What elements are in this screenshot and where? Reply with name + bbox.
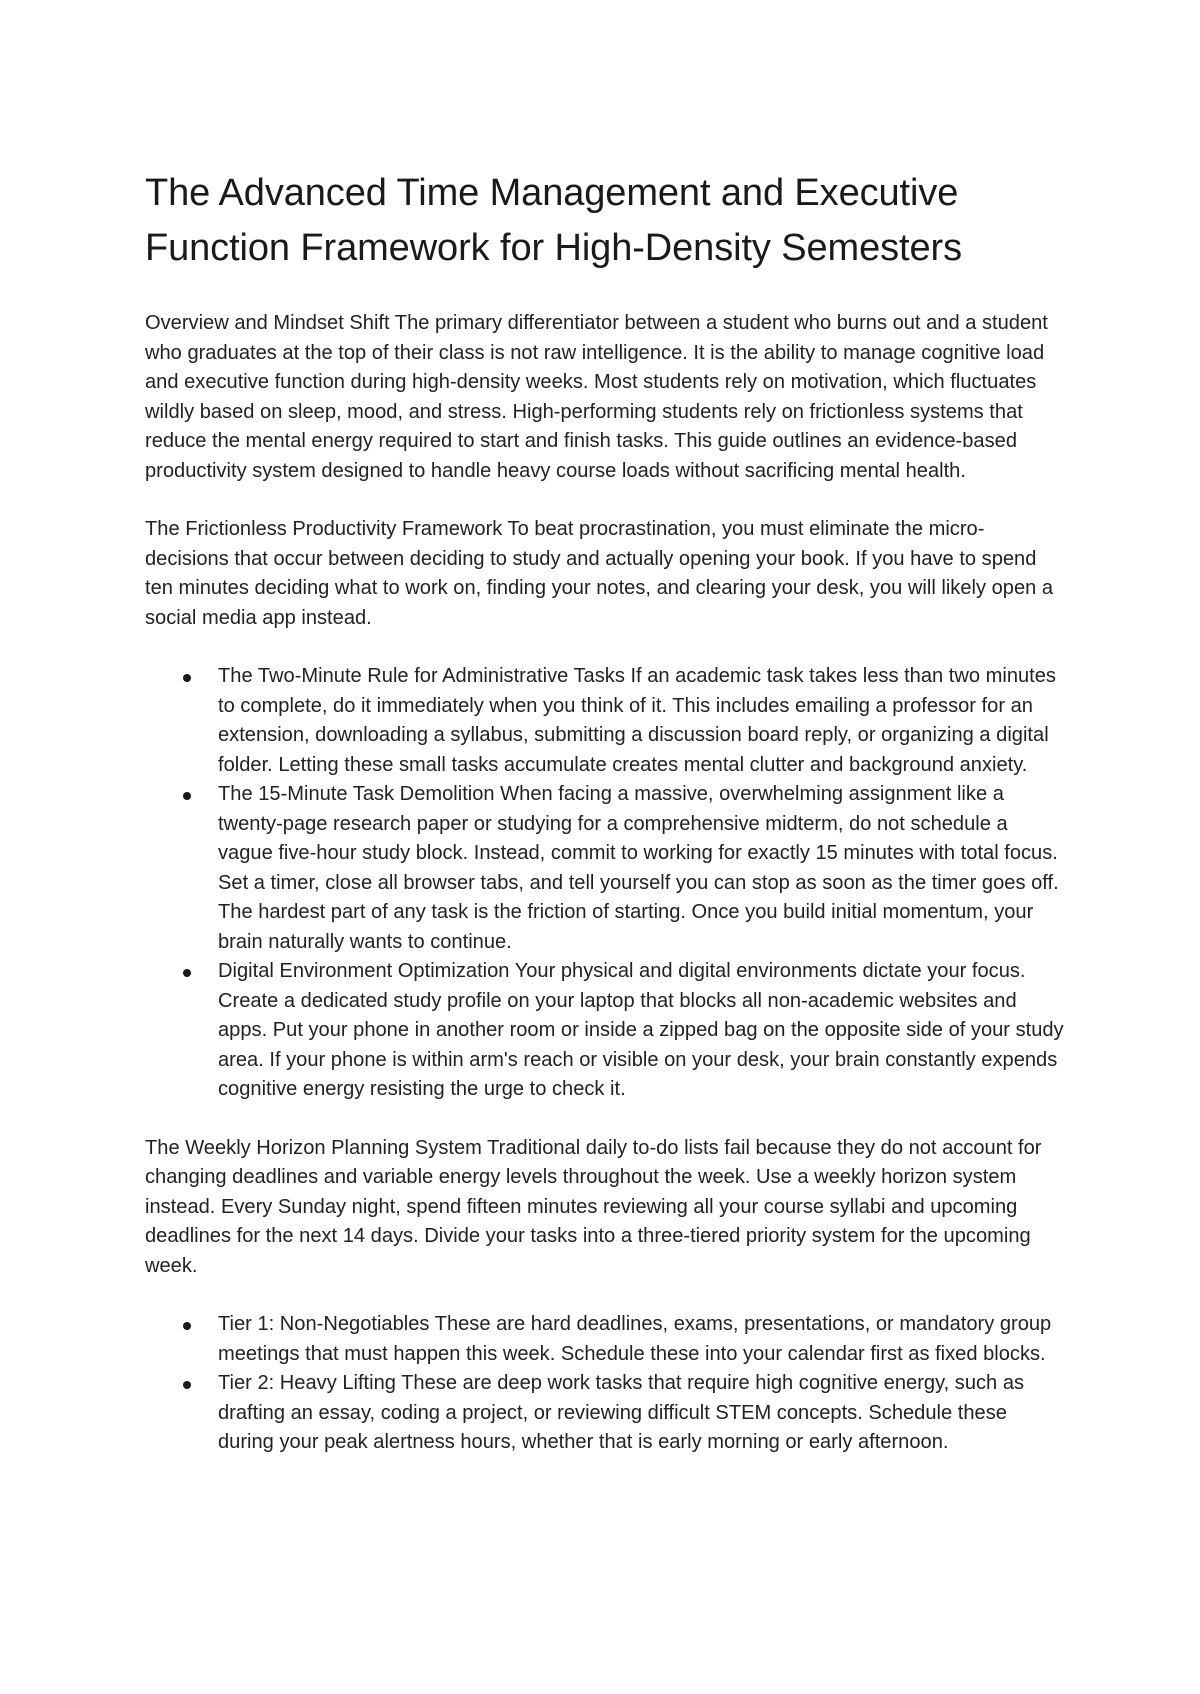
- list-item-text: The 15-Minute Task Demolition When facing a massive, overwhelming assignment like a twenty-page research paper or studying for a comprehensive midterm, do not schedule a vague five-hour study block. Instead, commit to working for exactly 15 minutes with total focus. Set a timer, close all browser tabs, and tell yourself you can stop as soon as the timer goes off. The hardest part of any task is the friction of starting. Once you build initial momentum, your brain naturally wants to continue.: [218, 783, 1059, 953]
- paragraph-frictionless: The Frictionless Productivity Framework To beat procrastination, you must eliminate the micro-decisions that occur between deciding to study and actually opening your book. If you have to spend ten minutes deciding what to work on, finding your notes, and clearing your desk, you will likely open a social media app instead.: [145, 518, 1054, 629]
- bullet-icon: [183, 969, 191, 977]
- list-item-text: The Two-Minute Rule for Administrative Tasks If an academic task takes less than two minutes to complete, do it immediately when you think of it. This includes emailing a professor for an extension, downloading a syllabus, submitting a discussion board reply, or organizing a digital folder. Letting these small tasks accumulate creates mental clutter and background anxiety.: [218, 665, 1056, 776]
- list-item: [145, 1369, 1065, 1458]
- list-item: [145, 780, 1065, 957]
- tier-list: [145, 1310, 1065, 1458]
- bullet-icon: [183, 792, 191, 800]
- list-item: [145, 957, 1065, 1105]
- document-title: The Advanced Time Management and Executive Function Framework for High-Density Semesters: [145, 172, 962, 269]
- document-body: [145, 166, 1065, 1458]
- bullet-icon: [183, 674, 191, 682]
- list-item: [145, 662, 1065, 780]
- list-item-text: Tier 1: Non-Negotiables These are hard deadlines, exams, presentations, or mandatory group meetings that must happen this week. Schedule these into your calendar first as fixed blocks.: [218, 1313, 1052, 1365]
- frictionless-list: [145, 662, 1065, 1105]
- list-item-text: Digital Environment Optimization Your physical and digital environments dictate your focus. Create a dedicated study profile on your laptop that blocks all non-academic websites and apps. Put your phone in another room or inside a zipped bag on the opposite side of your study area. If your phone is within arm's reach or visible on your desk, your brain constantly expends cognitive energy resisting the urge to check it.: [218, 960, 1064, 1100]
- list-item: [145, 1310, 1065, 1369]
- bullet-icon: [183, 1381, 191, 1389]
- list-item-text: Tier 2: Heavy Lifting These are deep work tasks that require high cognitive energy, such as drafting an essay, coding a project, or reviewing difficult STEM concepts. Schedule these during your peak alertness hours, whether that is early morning or early afternoon.: [218, 1372, 1025, 1453]
- bullet-icon: [183, 1322, 191, 1330]
- paragraph-weekly-horizon: The Weekly Horizon Planning System Traditional daily to-do lists fail because they do not account for changing deadlines and variable energy levels throughout the week. Use a weekly horizon system instead. Every Sunday night, spend fifteen minutes reviewing all your course syllabi and upcoming deadlines for the next 14 days. Divide your tasks into a three-tiered priority system for the upcoming week.: [145, 1136, 1042, 1277]
- paragraph-overview: Overview and Mindset Shift The primary differentiator between a student who burns out and a student who graduates at the top of their class is not raw intelligence. It is the ability to manage cognitive load and executive function during high-density weeks. Most students rely on motivation, which fluctuates wildly based on sleep, mood, and stress. High-performing students rely on frictionless systems that reduce the mental energy required to start and finish tasks. This guide outlines an evidence-based productivity system designed to handle heavy course loads without sacrificing mental health.: [145, 312, 1048, 482]
